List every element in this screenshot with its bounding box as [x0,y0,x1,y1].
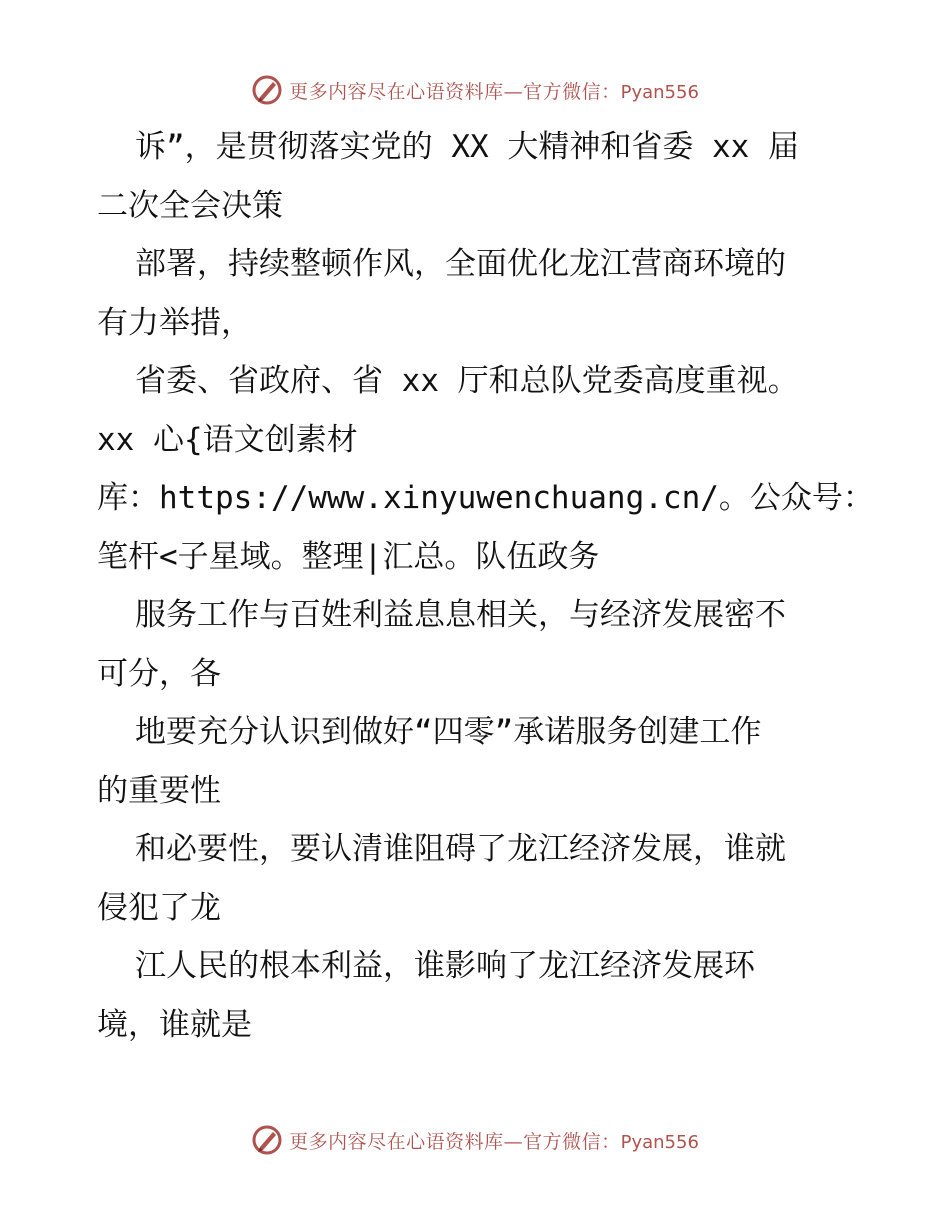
body-line: 省委、省政府、省 xx 厅和总队党委高度重视。 [135,363,799,399]
body-line: 和必要性，要认清谁阻碍了龙江经济发展，谁就 [135,831,786,867]
page-header [0,70,950,110]
body-line: 诉”，是贯彻落实党的 XX 大精神和省委 xx 届 [135,129,799,165]
pen-circle-logo-icon [251,1124,283,1156]
footer-wechat-id: Pyan556 [620,1131,699,1153]
header-brand-text: 更多内容尽在心语资料库—官方微信：Pyan556 [289,80,699,103]
body-line: 库：https://www.xinyuwenchuang.cn/。公众号： [97,480,874,516]
body-line: 有力举措， [97,304,252,341]
document-body [97,118,874,1054]
header-wechat-id: Pyan556 [620,81,699,103]
body-line: 部署，持续整顿作风，全面优化龙江营商环境的 [135,246,786,282]
page-footer [0,1120,950,1160]
body-line: 侵犯了龙 [97,889,221,926]
footer-brand-text: 更多内容尽在心语资料库—官方微信：Pyan556 [289,1130,699,1153]
body-line: 的重要性 [97,772,221,809]
body-line: 境，谁就是 [97,1006,252,1043]
body-line: 地要充分认识到做好“四零”承诺服务创建工作 [135,714,762,750]
body-line: 二次全会决策 [97,187,283,224]
pen-circle-logo-icon [251,74,283,106]
body-line: 可分，各 [97,655,221,692]
body-line: 江人民的根本利益，谁影响了龙江经济发展环 [135,948,755,984]
body-line: xx 心{语文创素材 [97,421,358,458]
body-line: 笔杆<子星域。整理|汇总。队伍政务 [97,538,600,575]
body-line: 服务工作与百姓利益息息相关，与经济发展密不 [135,597,786,633]
